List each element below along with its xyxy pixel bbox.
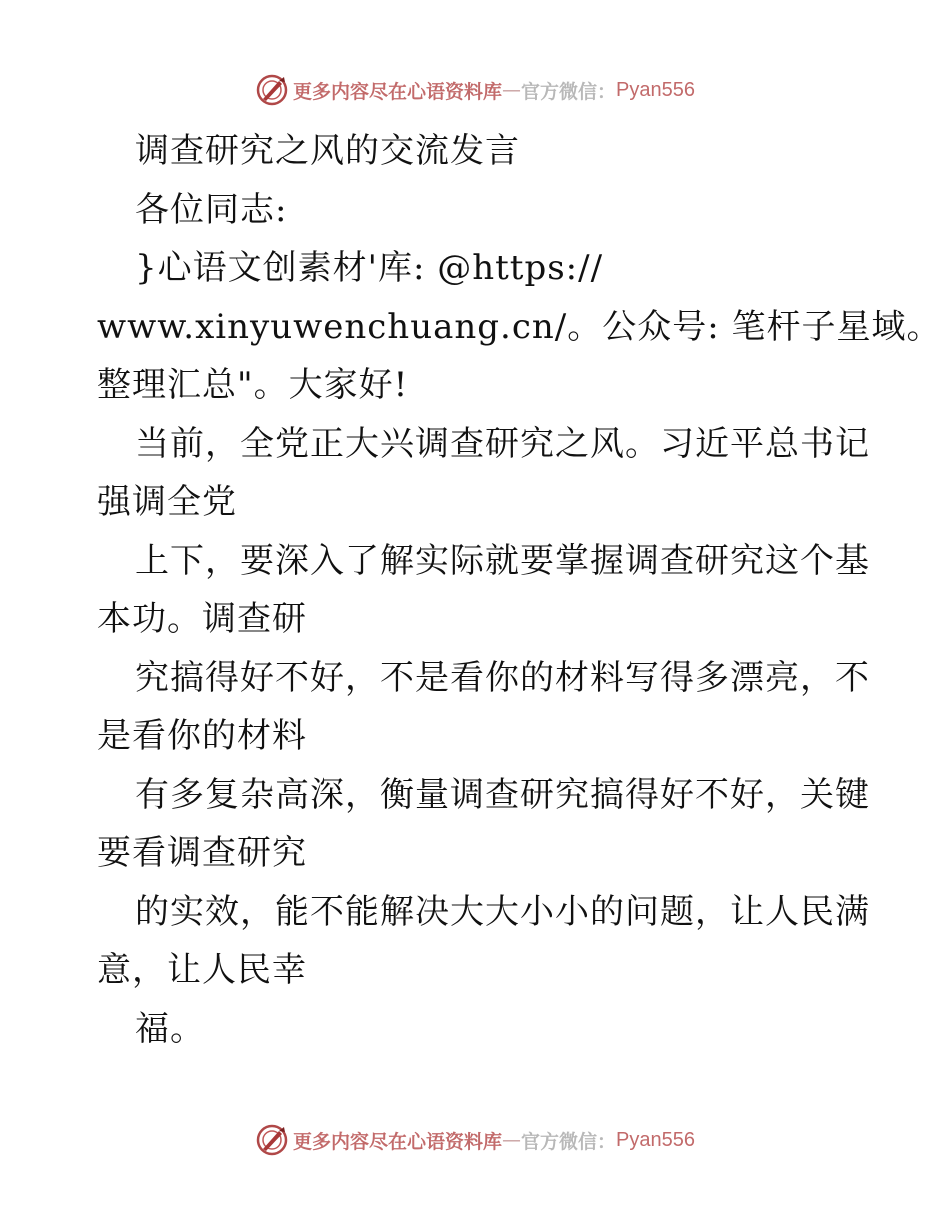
- doc-line: 意，让人民幸: [97, 950, 307, 990]
- doc-line: 本功。调查研: [97, 599, 307, 639]
- header-banner-dash: —: [502, 79, 522, 101]
- quill-logo-icon: [255, 1123, 289, 1157]
- footer-watermark-banner: [0, 1120, 950, 1160]
- doc-line: 有多复杂高深，衡量调查研究搞得好不好，关键: [135, 774, 870, 815]
- header-banner-official: 官方微信：: [521, 80, 617, 103]
- quill-logo-icon: [255, 73, 289, 107]
- document-body: [97, 122, 942, 1058]
- doc-line: 的实效，能不能解决大大小小的问题，让人民满: [135, 891, 870, 932]
- doc-line: 究搞得好不好，不是看你的材料写得多漂亮，不: [135, 657, 870, 698]
- doc-line: 福。: [135, 1008, 205, 1049]
- header-banner-id: Pyan556: [616, 78, 695, 101]
- footer-banner-text: 更多内容尽在心语资料库: [293, 1130, 503, 1153]
- doc-line: 上下，要深入了解实际就要掌握调查研究这个基: [135, 540, 870, 581]
- doc-line: 当前，全党正大兴调查研究之风。习近平总书记: [135, 423, 870, 464]
- footer-banner-id: Pyan556: [616, 1128, 695, 1151]
- doc-line: 要看调查研究: [97, 833, 307, 873]
- doc-salutation: 各位同志:: [135, 189, 288, 230]
- footer-banner-dash: —: [502, 1129, 522, 1151]
- doc-line: 整理汇总"。大家好!: [97, 365, 409, 405]
- doc-line: 是看你的材料: [97, 716, 307, 756]
- footer-banner-official: 官方微信：: [521, 1130, 617, 1153]
- doc-line: 强调全党: [97, 482, 237, 522]
- header-watermark-banner: [0, 70, 950, 110]
- doc-line: }心语文创素材'库: @https://: [135, 248, 604, 288]
- doc-line: www.xinyuwenchuang.cn/。公众号: 笔杆子星域。: [97, 306, 942, 347]
- header-banner-text: 更多内容尽在心语资料库: [293, 80, 503, 103]
- doc-title: 调查研究之风的交流发言: [135, 131, 520, 171]
